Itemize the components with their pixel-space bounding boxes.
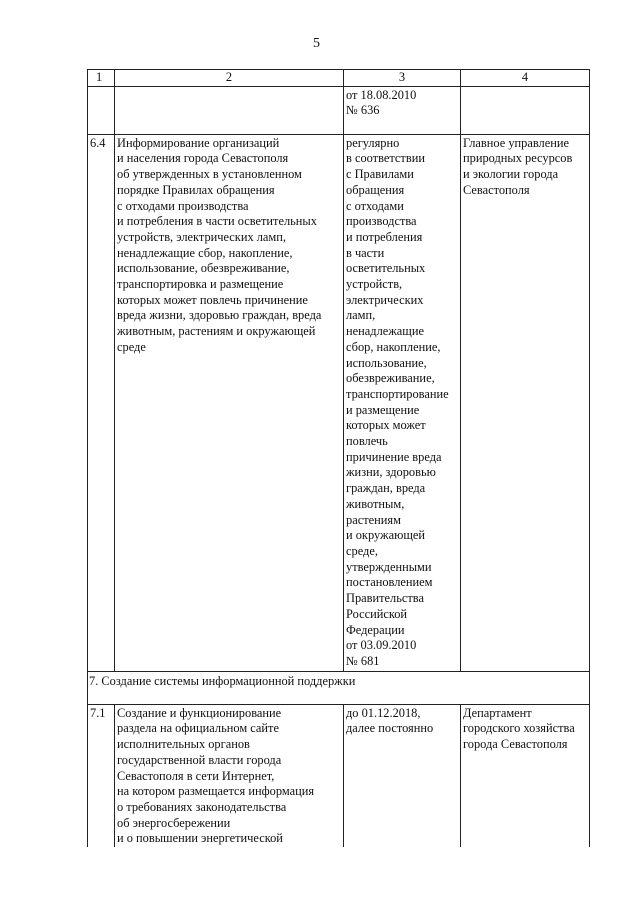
table-row-continuation	[88, 86, 590, 134]
term-line: производства	[346, 214, 417, 229]
description-line: исполнительных органов	[117, 737, 250, 752]
section-title: 7. Создание системы информационной поддержки	[88, 671, 590, 704]
term-line: осветительных	[346, 261, 426, 276]
term-line: причинение вреда	[346, 449, 442, 464]
description-line: о требованиях законодательства	[117, 799, 287, 814]
term-line: обращения	[346, 182, 405, 197]
description-line: использование, обезвреживание,	[117, 261, 290, 276]
term-line: жизни, здоровью	[346, 465, 436, 480]
term-line: растениям	[346, 512, 401, 527]
term-line: от 03.09.2010	[346, 638, 417, 653]
term-line: с Правилами	[346, 167, 414, 182]
table-row-7-1	[88, 704, 590, 847]
term-line: обезвреживание,	[346, 371, 435, 386]
term-line: сбор, накопление,	[346, 339, 441, 354]
description-line: среде	[117, 339, 146, 354]
term-line: в соответствии	[346, 151, 425, 166]
description-line: животным, растениям и окружающей	[117, 324, 316, 339]
term-line: повлечь	[346, 434, 388, 449]
term-line: в части	[346, 245, 385, 260]
term-line: устройств,	[346, 277, 403, 292]
term-line: использование,	[346, 355, 427, 370]
responsible-line: и экологии города	[463, 167, 559, 182]
term-line: Федерации	[346, 622, 405, 637]
responsible-line: городского хозяйства	[463, 721, 575, 736]
description-line: ненадлежащие сбор, накопление,	[117, 245, 293, 260]
row-number-cell: 6.4	[88, 134, 115, 671]
term-line: которых может	[346, 418, 426, 433]
responsible-cell	[461, 86, 590, 134]
responsible-cell	[461, 704, 590, 847]
term-cell	[344, 704, 461, 847]
term-line: регулярно	[346, 135, 400, 150]
description-line: Информирование организаций	[117, 135, 280, 150]
responsible-line: Департамент	[463, 705, 532, 720]
term-line: Правительства	[346, 591, 424, 606]
description-cell	[115, 134, 344, 671]
description-line: и о повышении энергетической	[117, 831, 283, 846]
term-line: граждан, вреда	[346, 481, 426, 496]
description-line: об энергосбережении	[117, 815, 231, 830]
term-line: ламп,	[346, 308, 376, 323]
table-header-row	[88, 70, 590, 87]
term-line: до 01.12.2018,	[346, 705, 421, 720]
column-number-3: 3	[344, 70, 461, 87]
term-line: Российской	[346, 606, 408, 621]
description-line: Севастополя в сети Интернет,	[117, 768, 275, 783]
term-line: транспортирование	[346, 386, 449, 401]
table-row-6-4	[88, 134, 590, 671]
responsible-line: природных ресурсов	[463, 151, 573, 166]
term-line: с отходами	[346, 198, 404, 213]
term-cell	[344, 86, 461, 134]
page-number: 5	[313, 36, 320, 51]
description-line: вреда жизни, здоровью граждан, вреда	[117, 308, 322, 323]
term-line: постановлением	[346, 575, 433, 590]
term-cell	[344, 134, 461, 671]
term-line: утвержденными	[346, 559, 432, 574]
description-line: раздела на официальном сайте	[117, 721, 279, 736]
section-heading-row	[88, 671, 590, 704]
term-line: электрических	[346, 292, 424, 307]
column-number-2: 2	[115, 70, 344, 87]
description-cell	[115, 704, 344, 847]
term-line: среде,	[346, 543, 378, 558]
description-line: на котором размещается информация	[117, 784, 315, 799]
description-line: транспортировка и размещение	[117, 277, 284, 292]
term-line: животным,	[346, 496, 405, 511]
row-number-cell	[88, 86, 115, 134]
measures-table	[87, 69, 590, 847]
column-number-4: 4	[461, 70, 590, 87]
term-line: ненадлежащие	[346, 324, 424, 339]
column-number-1: 1	[88, 70, 115, 87]
term-line: и размещение	[346, 402, 420, 417]
term-line: и окружающей	[346, 528, 425, 543]
description-cell	[115, 86, 344, 134]
term-line: далее постоянно	[346, 721, 434, 736]
responsible-line: Главное управление	[463, 135, 569, 150]
row-number-cell: 7.1	[88, 704, 115, 847]
term-line: № 681	[346, 653, 380, 668]
description-line: которых может повлечь причинение	[117, 292, 308, 307]
description-line: и населения города Севастополя	[117, 151, 289, 166]
description-line: устройств, электрических ламп,	[117, 229, 287, 244]
term-line: и потребления	[346, 229, 423, 244]
description-line: порядке Правилах обращения	[117, 182, 275, 197]
responsible-line: Севастополя	[463, 182, 530, 197]
description-line: государственной власти города	[117, 752, 282, 767]
responsible-cell	[461, 134, 590, 671]
description-line: с отходами производства	[117, 198, 249, 213]
description-line: Создание и функционирование	[117, 705, 282, 720]
term-line: № 636	[346, 103, 380, 118]
description-line: об утвержденных в установленном	[117, 167, 302, 182]
description-line: и потребления в части осветительных	[117, 214, 317, 229]
term-line: от 18.08.2010	[346, 87, 417, 102]
responsible-line: города Севастополя	[463, 737, 568, 752]
